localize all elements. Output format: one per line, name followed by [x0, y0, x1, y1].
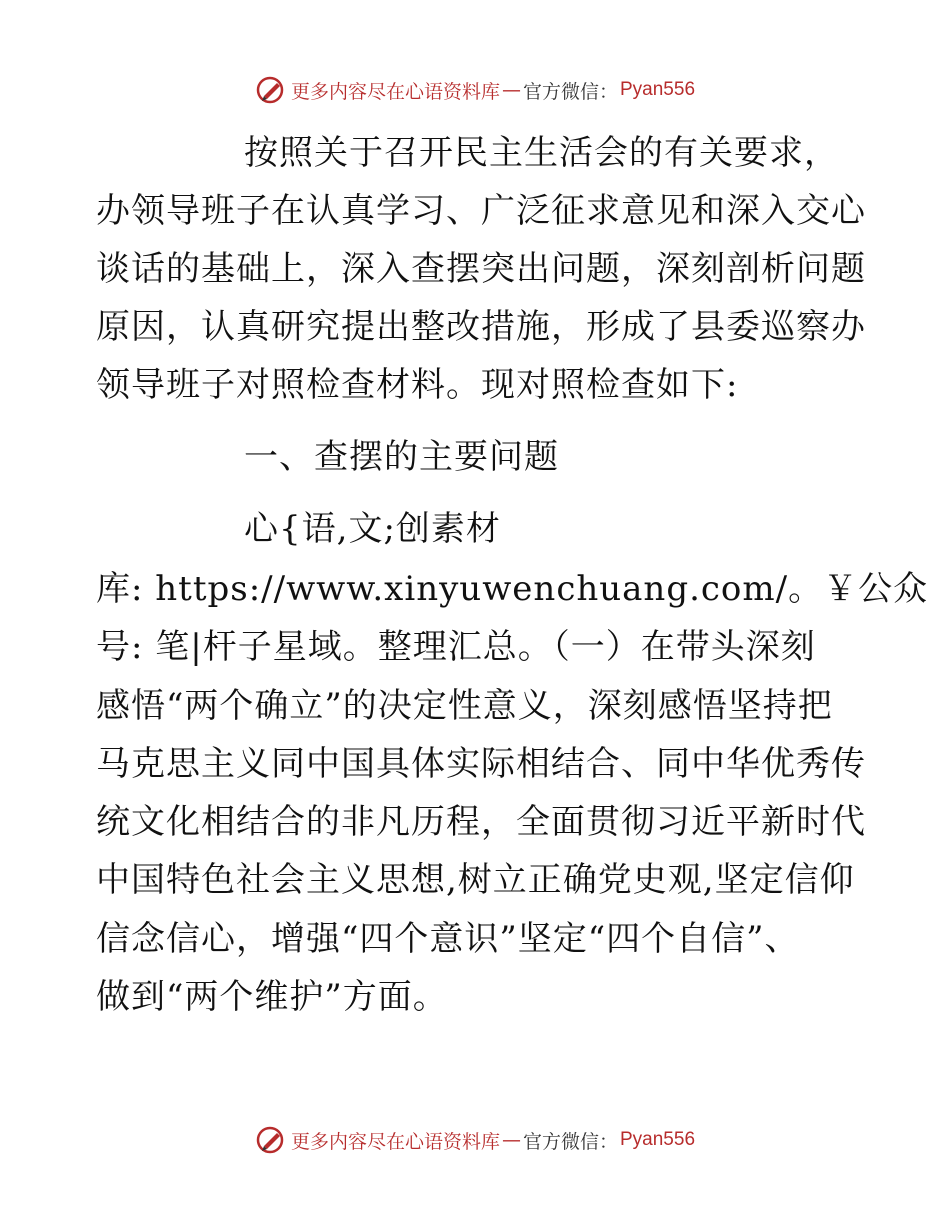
intro-line-3: 谈话的基础上，深入查摆突出问题，深刻剖析问题 [96, 249, 866, 289]
header-wechat-handle: Pyan556 [620, 79, 696, 100]
intro-line-2: 办领导班子在认真学习、广泛征求意见和深入交心 [96, 191, 866, 231]
source-line: 心{语,文;创素材 [244, 509, 501, 549]
brand-logo-icon [255, 74, 287, 106]
section-heading: 一、查摆的主要问题 [244, 437, 559, 477]
header-wechat-label: 官方微信： [522, 80, 618, 103]
brand-logo-icon [255, 1124, 287, 1156]
footer-banner-text: 更多内容尽在心语资料库 [290, 1130, 500, 1153]
footer-wechat-handle: Pyan556 [620, 1129, 696, 1150]
body-line-2: 号: 笔|杆子星域。整理汇总。（一）在带头深刻 [96, 627, 816, 667]
body-line-5: 统文化相结合的非凡历程，全面贯彻习近平新时代 [96, 802, 866, 842]
footer-wechat-label: 官方微信： [522, 1130, 618, 1153]
footer-banner [0, 1124, 950, 1156]
body-line-8: 做到“两个维护”方面。 [96, 977, 448, 1017]
body-line-6: 中国特色社会主义思想,树立正确党史观,坚定信仰 [96, 860, 855, 900]
header-banner-text: 更多内容尽在心语资料库 [290, 80, 500, 103]
header-banner [0, 74, 950, 106]
body-line-4: 马克思主义同中国具体实际相结合、同中华优秀传 [96, 744, 866, 784]
intro-line-5: 领导班子对照检查材料。现对照检查如下: [96, 365, 739, 405]
body-line-1: 库: https://www.xinyuwenchuang.com/。￥公众 [96, 569, 929, 609]
header-banner-dash: — [501, 79, 521, 101]
footer-banner-dash: — [501, 1129, 521, 1151]
body-line-3: 感悟“两个确立”的决定性意义，深刻感悟坚持把 [96, 686, 833, 726]
intro-line-1: 按照关于召开民主生活会的有关要求， [244, 133, 839, 173]
intro-line-4: 原因，认真研究提出整改措施，形成了县委巡察办 [96, 307, 866, 347]
body-line-7: 信念信心，增强“四个意识”坚定“四个自信”、 [96, 919, 800, 959]
